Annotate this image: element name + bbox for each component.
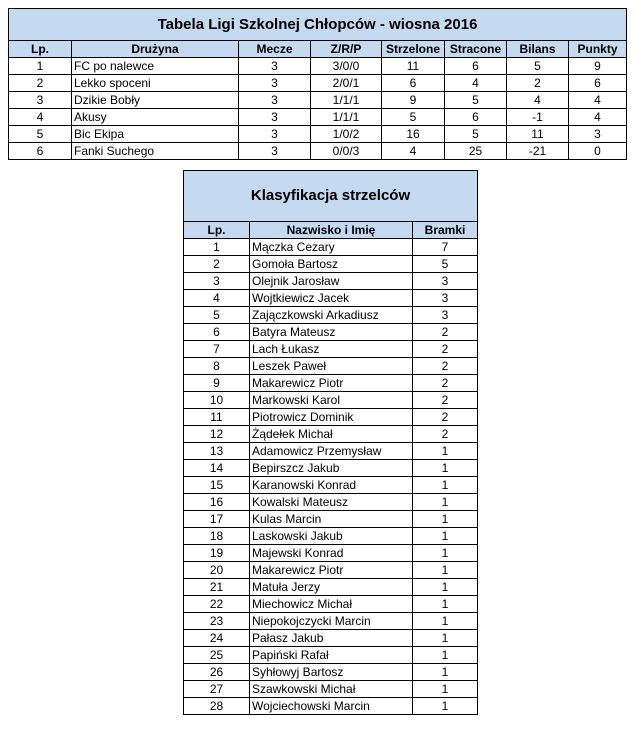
scorers-cell: 1 [413, 664, 478, 681]
scorers-cell: 1 [413, 460, 478, 477]
scorers-cell: Wojciechowski Marcin [250, 698, 413, 715]
league-header-cell: Lp. [9, 41, 72, 58]
scorers-cell: Szawkowski Michał [250, 681, 413, 698]
scorers-cell: 1 [413, 494, 478, 511]
scorers-cell: 12 [184, 426, 250, 443]
table-row [184, 562, 478, 579]
scorers-cell: Matuła Jerzy [250, 579, 413, 596]
league-header-cell: Strzelone [382, 41, 445, 58]
table-row [184, 698, 478, 715]
league-cell: 4 [9, 109, 72, 126]
table-row [184, 290, 478, 307]
league-cell: 1/1/1 [311, 109, 382, 126]
scorers-cell: Makarewicz Piotr [250, 375, 413, 392]
league-cell: 4 [445, 75, 507, 92]
scorers-header-cell: Lp. [184, 222, 250, 239]
scorers-cell: Laskowski Jakub [250, 528, 413, 545]
league-cell: 5 [382, 109, 445, 126]
league-cell: 11 [507, 126, 569, 143]
league-cell: 3 [569, 126, 627, 143]
league-cell: 6 [382, 75, 445, 92]
scorers-cell: 8 [184, 358, 250, 375]
scorers-cell: Karanowski Konrad [250, 477, 413, 494]
scorers-cell: 20 [184, 562, 250, 579]
scorers-cell: Makarewicz Piotr [250, 562, 413, 579]
scorers-cell: Papiński Rafał [250, 647, 413, 664]
scorers-cell: 2 [413, 426, 478, 443]
scorers-cell: 21 [184, 579, 250, 596]
scorers-cell: 5 [184, 307, 250, 324]
table-row [184, 375, 478, 392]
scorers-cell: Syhłowyj Bartosz [250, 664, 413, 681]
league-header-cell: Bilans [507, 41, 569, 58]
scorers-cell: 1 [413, 613, 478, 630]
table-row [184, 409, 478, 426]
scorers-cell: 4 [184, 290, 250, 307]
table-row [184, 443, 478, 460]
scorers-cell: 19 [184, 545, 250, 562]
table-row [184, 545, 478, 562]
league-cell: Akusy [72, 109, 239, 126]
scorers-cell: 2 [413, 358, 478, 375]
scorers-cell: Olejnik Jarosław [250, 273, 413, 290]
league-cell: 2 [9, 75, 72, 92]
scorers-cell: Żądełek Michał [250, 426, 413, 443]
table-row [9, 58, 627, 75]
scorers-cell: 3 [413, 307, 478, 324]
scorers-cell: 27 [184, 681, 250, 698]
league-header-cell: Mecze [239, 41, 311, 58]
league-cell: 0 [569, 143, 627, 160]
league-cell: 11 [382, 58, 445, 75]
league-cell: 4 [569, 109, 627, 126]
scorers-cell: 1 [184, 239, 250, 256]
table-row [184, 579, 478, 596]
league-cell: 6 [445, 58, 507, 75]
scorers-cell: 13 [184, 443, 250, 460]
league-cell: Lekko spoceni [72, 75, 239, 92]
league-cell: 3 [239, 92, 311, 109]
scorers-cell: 2 [413, 409, 478, 426]
scorers-cell: 7 [184, 341, 250, 358]
league-cell: 5 [507, 58, 569, 75]
league-cell: 3 [239, 109, 311, 126]
scorers-header-cell: Nazwisko i Imię [250, 222, 413, 239]
league-cell: 3 [239, 75, 311, 92]
scorers-cell: 3 [184, 273, 250, 290]
scorers-cell: 7 [413, 239, 478, 256]
scorers-cell: 2 [413, 375, 478, 392]
league-cell: 3 [239, 143, 311, 160]
scorers-cell: 1 [413, 477, 478, 494]
table-row [184, 324, 478, 341]
league-cell: FC po nalewce [72, 58, 239, 75]
league-header-cell: Punkty [569, 41, 627, 58]
league-cell: 6 [445, 109, 507, 126]
scorers-cell: Pałasz Jakub [250, 630, 413, 647]
scorers-cell: 5 [413, 256, 478, 273]
scorers-cell: Kowalski Mateusz [250, 494, 413, 511]
scorers-cell: Markowski Karol [250, 392, 413, 409]
scorers-header-cell: Bramki [413, 222, 478, 239]
scorers-cell: 1 [413, 596, 478, 613]
scorers-cell: 3 [413, 290, 478, 307]
table-row [184, 307, 478, 324]
league-cell: 0/0/3 [311, 143, 382, 160]
league-cell: 5 [445, 92, 507, 109]
scorers-cell: Gomoła Bartosz [250, 256, 413, 273]
scorers-cell: Lach Łukasz [250, 341, 413, 358]
scorers-cell: 11 [184, 409, 250, 426]
table-row [9, 126, 627, 143]
scorers-cell: Adamowicz Przemysław [250, 443, 413, 460]
scorers-cell: 1 [413, 443, 478, 460]
scorers-cell: 25 [184, 647, 250, 664]
league-header-cell: Drużyna [72, 41, 239, 58]
scorers-cell: Wojtkiewicz Jacek [250, 290, 413, 307]
league-cell: 4 [507, 92, 569, 109]
scorers-cell: 22 [184, 596, 250, 613]
table-row [9, 109, 627, 126]
scorers-table [183, 170, 478, 715]
scorers-cell: 1 [413, 579, 478, 596]
table-row [184, 239, 478, 256]
scorers-cell: 18 [184, 528, 250, 545]
league-cell: 9 [382, 92, 445, 109]
league-header-cell: Stracone [445, 41, 507, 58]
scorers-cell: 16 [184, 494, 250, 511]
scorers-cell: 1 [413, 545, 478, 562]
scorers-cell: 1 [413, 647, 478, 664]
table-row [184, 460, 478, 477]
table-row [184, 477, 478, 494]
league-cell: Bic Ekipa [72, 126, 239, 143]
table-row [184, 528, 478, 545]
league-cell: 1 [9, 58, 72, 75]
scorers-cell: Piotrowicz Dominik [250, 409, 413, 426]
league-cell: 5 [9, 126, 72, 143]
table-row [184, 256, 478, 273]
league-cell: 3 [9, 92, 72, 109]
scorers-cell: 6 [184, 324, 250, 341]
league-cell: 1/0/2 [311, 126, 382, 143]
scorers-cell: Miechowicz Michał [250, 596, 413, 613]
table-row [184, 273, 478, 290]
table-row [9, 92, 627, 109]
league-cell: 9 [569, 58, 627, 75]
league-cell: -1 [507, 109, 569, 126]
scorers-cell: 1 [413, 681, 478, 698]
scorers-cell: Majewski Konrad [250, 545, 413, 562]
league-cell: Dzikie Bobły [72, 92, 239, 109]
table-row [184, 613, 478, 630]
league-header-cell: Z/R/P [311, 41, 382, 58]
table-row [184, 392, 478, 409]
table-row [184, 358, 478, 375]
scorers-cell: 2 [413, 341, 478, 358]
scorers-cell: 14 [184, 460, 250, 477]
scorers-cell: 26 [184, 664, 250, 681]
league-cell: 2 [507, 75, 569, 92]
scorers-cell: 9 [184, 375, 250, 392]
scorers-header-row [184, 222, 478, 239]
scorers-cell: 2 [413, 324, 478, 341]
scorers-cell: Bepirszcz Jakub [250, 460, 413, 477]
scorers-cell: Mączka Cezary [250, 239, 413, 256]
scorers-cell: 23 [184, 613, 250, 630]
league-cell: Fanki Suchego [72, 143, 239, 160]
table-row [9, 75, 627, 92]
scorers-body [184, 239, 478, 715]
league-cell: 3/0/0 [311, 58, 382, 75]
scorers-cell: 2 [413, 392, 478, 409]
table-row [9, 143, 627, 160]
league-body [9, 58, 627, 160]
scorers-cell: Zajączkowski Arkadiusz [250, 307, 413, 324]
table-row [184, 630, 478, 647]
table-row [184, 596, 478, 613]
league-cell: 3 [239, 58, 311, 75]
scorers-cell: Kulas Marcin [250, 511, 413, 528]
league-cell: 4 [382, 143, 445, 160]
league-table [8, 8, 627, 160]
league-cell: 25 [445, 143, 507, 160]
table-row [184, 664, 478, 681]
league-cell: 16 [382, 126, 445, 143]
scorers-cell: 28 [184, 698, 250, 715]
table-row [184, 341, 478, 358]
scorers-cell: Leszek Paweł [250, 358, 413, 375]
league-title: Tabela Ligi Szkolnej Chłopców - wiosna 2016 [9, 9, 627, 41]
table-row [184, 511, 478, 528]
league-cell: 3 [239, 126, 311, 143]
scorers-cell: 1 [413, 698, 478, 715]
scorers-cell: 17 [184, 511, 250, 528]
league-cell: 6 [569, 75, 627, 92]
table-row [184, 681, 478, 698]
scorers-cell: Batyra Mateusz [250, 324, 413, 341]
scorers-cell: 2 [184, 256, 250, 273]
league-header-row [9, 41, 627, 58]
league-cell: 1/1/1 [311, 92, 382, 109]
table-row [184, 426, 478, 443]
scorers-cell: 15 [184, 477, 250, 494]
league-cell: 6 [9, 143, 72, 160]
scorers-cell: 10 [184, 392, 250, 409]
league-cell: -21 [507, 143, 569, 160]
scorers-cell: 1 [413, 562, 478, 579]
scorers-cell: 3 [413, 273, 478, 290]
scorers-cell: 1 [413, 528, 478, 545]
scorers-cell: 1 [413, 511, 478, 528]
league-cell: 5 [445, 126, 507, 143]
scorers-title: Klasyfikacja strzelców [184, 171, 478, 222]
scorers-cell: Niepokojczycki Marcin [250, 613, 413, 630]
table-row [184, 494, 478, 511]
league-cell: 2/0/1 [311, 75, 382, 92]
table-row [184, 647, 478, 664]
scorers-cell: 1 [413, 630, 478, 647]
league-cell: 4 [569, 92, 627, 109]
scorers-cell: 24 [184, 630, 250, 647]
